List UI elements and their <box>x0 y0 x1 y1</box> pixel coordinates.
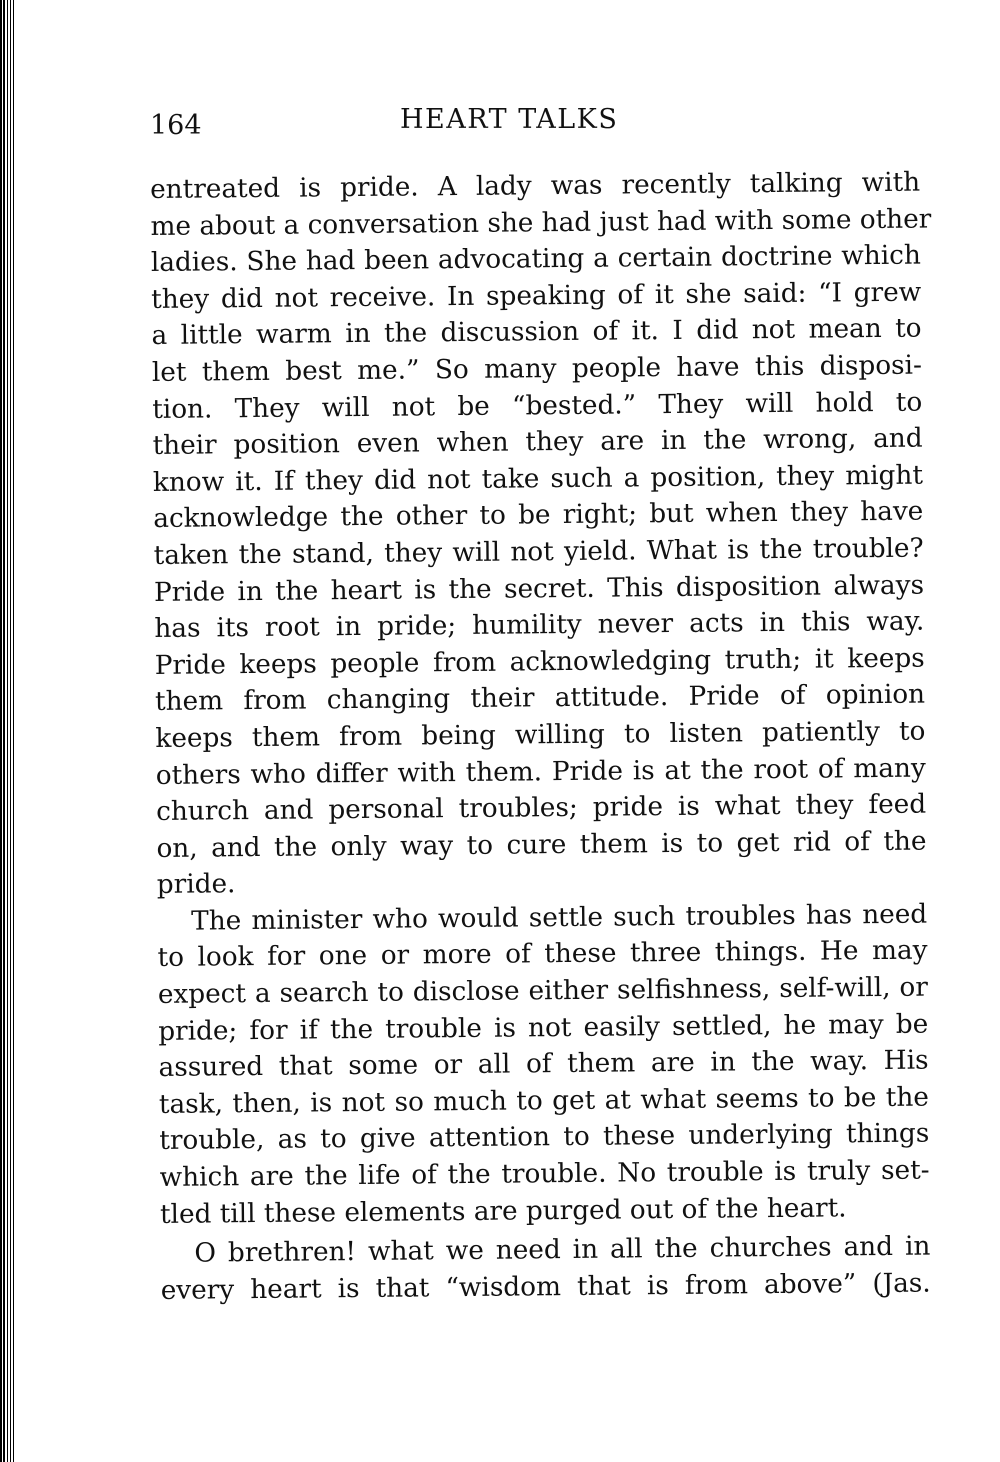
text-line: assured that some or all of them are in the way. His <box>158 1045 929 1084</box>
page-number: 164 <box>150 110 202 141</box>
text-line: church and personal troubles; pride is what they feed <box>156 789 927 828</box>
text-line: tled till these elements are purged out of the heart. <box>159 1192 847 1230</box>
text-line: O brethren! what we need in all the churches and in <box>194 1231 931 1269</box>
text-line: on, and the only way to cure them is to get rid of the <box>156 826 927 864</box>
text-line: know it. If they did not take such a position, they might <box>152 460 924 498</box>
text-line: let them best me.” So many people have this disposi- <box>151 350 923 388</box>
text-line: their position even when they are in the wrong, and <box>152 423 923 462</box>
text-line: Pride in the heart is the secret. This disposition always <box>153 570 925 608</box>
text-line: tion. They will not be “bested.” They will hold to <box>152 387 923 425</box>
text-line: trouble, as to give attention to these underlying things <box>159 1119 930 1157</box>
text-line: entreated is pride. A lady was recently talking with <box>150 167 921 205</box>
text-line: expect a search to disclose either selfishness, self-will, or <box>157 972 929 1011</box>
body-text <box>150 165 931 1310</box>
text-line: a little warm in the discussion of it. I did not mean to <box>151 313 922 352</box>
text-line: pride. <box>156 869 236 901</box>
running-head: HEART TALKS <box>400 104 619 135</box>
text-line: them from changing their attitude. Pride of opinion <box>154 679 926 718</box>
text-line: every heart is that “wisdom that is from above” (Jas. <box>160 1268 931 1306</box>
text-line: to look for one or more of these three things. He may <box>157 936 928 974</box>
text-line: Pride keeps people from acknowledging truth; it keeps <box>154 643 925 681</box>
text-line: keeps them from being willing to listen patiently to <box>155 716 926 754</box>
text-line: others who differ with them. Pride is at the root of many <box>155 753 926 791</box>
paragraph <box>160 1229 931 1310</box>
text-line: pride; for if the trouble is not easily settled, he may be <box>158 1009 929 1047</box>
paragraph <box>150 165 932 904</box>
text-line: The minister who would settle such troubles has need <box>191 899 928 937</box>
page-header <box>150 104 920 148</box>
text-line: they did not receive. In speaking of it she said: “I grew <box>151 277 922 315</box>
binding-edge <box>0 0 16 1462</box>
text-line: task, then, is not so much to get at what seems to be the <box>158 1082 930 1120</box>
text-line: has its root in pride; humility never acts in this way. <box>154 606 925 645</box>
text-line: acknowledge the other to be right; but when they have <box>153 496 924 535</box>
text-line: me about a conversation she had just had with some other <box>150 204 932 242</box>
text-line: taken the stand, they will not yield. What is the trouble? <box>153 533 924 571</box>
text-line: which are the life of the trouble. No trouble is truly set- <box>159 1155 930 1193</box>
text-line: ladies. She had been advocating a certain doctrine which <box>150 240 921 279</box>
paragraph <box>157 896 930 1233</box>
